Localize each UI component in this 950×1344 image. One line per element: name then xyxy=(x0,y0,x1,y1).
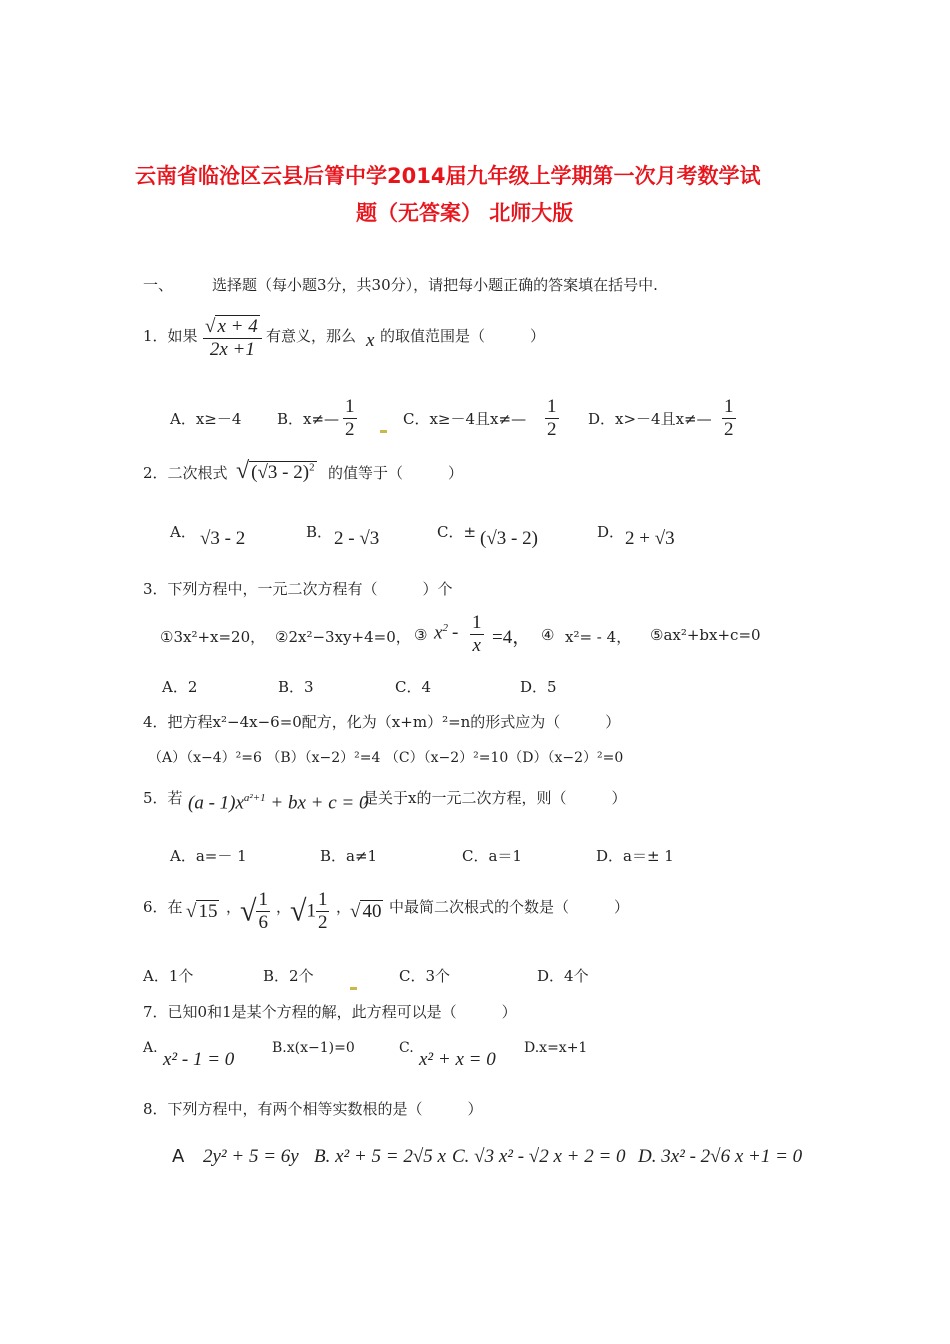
q5-prefix: 5．若 xyxy=(143,789,183,807)
q2-option-b-label: B． xyxy=(306,523,333,541)
q3-eq3-post: =4， xyxy=(492,627,532,648)
q1-mid: 有意义，那么 xyxy=(266,327,357,345)
q5-option-d: D．a＝± 1 xyxy=(596,847,674,865)
edit-mark xyxy=(380,418,387,437)
q7-option-a-label: A. xyxy=(143,1040,158,1056)
q6-r3d: 2 xyxy=(317,912,328,933)
q7-option-b: B.x(x−1)=0 xyxy=(272,1040,355,1056)
q2-option-d-label: D． xyxy=(597,523,625,541)
q1-frac-den: 2x +1 xyxy=(203,338,262,361)
q2-option-a-label: A． xyxy=(170,523,196,541)
q6-r4: 40 xyxy=(362,901,382,922)
q1-option-d-frac xyxy=(722,396,736,441)
q6-prefix: 6．在 xyxy=(143,898,183,916)
q4-options: （A）（x−4）²=6 （B）（x−2）²=4 （C）（x−2）²=10（D）（x−2）²=0 xyxy=(148,750,624,766)
q2-option-c: (√3 - 2) xyxy=(480,528,538,549)
q3-option-d: D．5 xyxy=(520,678,557,696)
q1-var: x xyxy=(366,330,375,351)
q4-text: 4．把方程x²−4x−6=0配方，化为（x+m）²=n的形式应为（ ） xyxy=(143,713,621,731)
q3-eq3-den: x xyxy=(470,634,484,657)
q5-option-a: A．a=－ 1 xyxy=(170,847,247,865)
q2-expr: (√3 - 2) xyxy=(251,462,310,483)
q1-b-den: 2 xyxy=(345,419,355,440)
q5-exp: a²+1 xyxy=(243,792,266,804)
q7-option-c: x² + x = 0 xyxy=(419,1049,496,1070)
q6-r2d: 6 xyxy=(258,912,268,933)
q3-eq4: x²= - 4， xyxy=(565,628,632,646)
q3-eq5: ⑤ax²+bx+c=0 xyxy=(650,626,761,644)
q6-option-b: B．2个 xyxy=(263,967,314,985)
q8-text: 8．下列方程中，有两个相等实数根的是（ ） xyxy=(143,1100,483,1118)
q7-text: 7．已知0和1是某个方程的解，此方程可以是（ ） xyxy=(143,1003,517,1021)
q3-eq3-frac xyxy=(470,612,484,657)
q6-root-15: √ 15 xyxy=(186,901,218,922)
q3-eq2: ②2x²−3xy+4=0， xyxy=(275,628,411,646)
doc-title-line1: 云南省临沧区云县后箐中学2014届九年级上学期第一次月考数学试 xyxy=(135,164,761,188)
q3-eq3-x: $x^2$ xyxy=(434,622,448,644)
q3-eq1: ①3x²+x=20， xyxy=(160,628,266,646)
q2-option-d: 2 + √3 xyxy=(625,528,675,549)
q1-option-c-frac xyxy=(545,396,559,441)
q7-option-a: x² - 1 = 0 xyxy=(163,1049,235,1070)
q6-root-40: √ 40 xyxy=(350,901,382,922)
q5-equation xyxy=(188,792,369,814)
q6-sep1: ， xyxy=(226,898,242,916)
q5-option-c: C．a＝1 xyxy=(462,847,522,865)
q6-root-1-1-2: √1 $\frac{1}{2}$ xyxy=(290,889,328,933)
q8-option-a: 2y² + 5 = 6y xyxy=(203,1146,299,1167)
q2-prefix: 2．二次根式 xyxy=(143,464,228,482)
q2-option-a: √3 - 2 xyxy=(200,528,246,549)
q7-option-c-label: C. xyxy=(399,1040,414,1056)
q1-c-num: 1 xyxy=(547,396,557,417)
q6-option-a: A．1个 xyxy=(143,967,194,985)
q2-option-c-label: C．± xyxy=(437,523,477,541)
q3-option-c: C．4 xyxy=(395,678,432,696)
edit-mark xyxy=(350,975,357,994)
q6-root-1-6: √ $\frac{1}{6}$ xyxy=(240,889,268,933)
q7-option-d: D.x=x+1 xyxy=(524,1040,588,1056)
section-number: 一、 xyxy=(143,276,174,294)
q6-sep2: ， xyxy=(276,898,292,916)
q1-d-num: 1 xyxy=(724,396,734,417)
q5-expr2: + bx + c = 0 xyxy=(265,792,369,814)
q6-sep3: ， xyxy=(336,898,352,916)
section-instruction: 选择题（每小题3分，共30分），请把每小题正确的答案填在括号中. xyxy=(212,276,658,294)
q6-post: 中最简二次根式的个数是（ ） xyxy=(389,898,630,916)
q1-option-b: B．x≠— xyxy=(277,410,340,428)
q1-option-d: D．x>－4且x≠— xyxy=(588,410,712,428)
q1-option-b-frac xyxy=(343,396,357,441)
q3-eq3-num: 1 xyxy=(472,612,482,633)
q2-exp: 2 xyxy=(309,461,315,474)
q3-eq3-minus: - xyxy=(452,622,459,643)
q3-eq3-var: x xyxy=(434,622,443,644)
q6-r3n: 1 xyxy=(317,889,328,910)
q2-option-b: 2 - √3 xyxy=(334,528,380,549)
q5-expr: (a - 1)x xyxy=(188,792,244,814)
q5-option-b: B．a≠1 xyxy=(320,847,378,865)
q3-option-b: B．3 xyxy=(278,678,314,696)
q1-prefix: 1．如果 xyxy=(143,327,198,345)
doc-title-line2: 题（无答案） 北师大版 xyxy=(356,201,574,225)
q2-radical: √ (√3 - 2)$^2$ xyxy=(236,458,315,484)
q3-eq4-prefix: ④ xyxy=(541,626,555,644)
q1-option-c: C．x≥－4且x≠— xyxy=(403,410,527,428)
q3-eq3-prefix: ③ xyxy=(414,626,428,644)
q1-b-num: 1 xyxy=(345,396,355,417)
q3-text: 3．下列方程中，一元二次方程有（ ）个 xyxy=(143,580,453,598)
q8-option-b: B. x² + 5 = 2√5 x xyxy=(314,1146,446,1167)
q6-r2n: 1 xyxy=(258,889,268,910)
q8-option-d: D. 3x² - 2√6 x +1 = 0 xyxy=(638,1146,803,1167)
q8-option-c: C. √3 x² - √2 x + 2 = 0 xyxy=(452,1146,626,1167)
q5-post: 是关于x的一元二次方程，则（ ） xyxy=(363,789,627,807)
q6-option-d: D．4个 xyxy=(537,967,589,985)
q1-d-den: 2 xyxy=(724,419,734,440)
q1-c-den: 2 xyxy=(547,419,557,440)
q3-option-a: A．2 xyxy=(162,678,198,696)
q6-r1: 15 xyxy=(198,901,218,922)
q1-post: 的取值范围是（ ） xyxy=(380,327,546,345)
q1-fraction: $\frac{√ x + 4}{2x +1}$ xyxy=(203,316,262,361)
q6-r3w: 1 xyxy=(306,900,316,922)
q2-post: 的值等于（ ） xyxy=(328,464,464,482)
q1-frac-num: x + 4 xyxy=(217,316,258,337)
q8-option-a-label: A xyxy=(172,1146,185,1167)
q6-option-c: C．3个 xyxy=(399,967,451,985)
q1-option-a: A．x≥－4 xyxy=(170,410,242,428)
